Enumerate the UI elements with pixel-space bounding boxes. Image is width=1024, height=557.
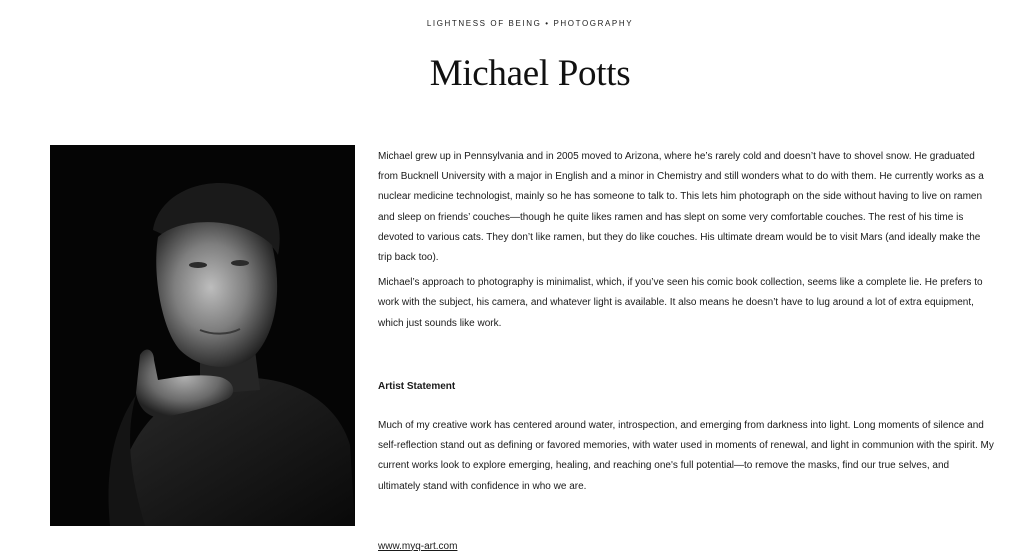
artist-statement-heading: Artist Statement bbox=[378, 380, 456, 392]
bio-content bbox=[378, 147, 994, 557]
bio-paragraph-2: Michael’s approach to photography is minimalist, which, if you’ve seen his comic book collection, seems like a complete lie. He prefers to work with the subject, his camera, and whatever light is available. It also means he doesn’t have to lug around a lot of extra equipment, which just sounds like work. bbox=[378, 277, 983, 329]
website-link[interactable]: www.myq-art.com bbox=[378, 540, 458, 552]
page-title: Michael Potts bbox=[429, 53, 631, 94]
site-title[interactable]: LIGHTNESS OF BEING • PHOTOGRAPHY bbox=[426, 19, 634, 28]
artist-statement-text: Much of my creative work has centered around water, introspection, and emerging from darkness into light. Long moments of silence and self-reflection stand out as defining or favored memories, with water used in moments of renewal, and light in communion with the spirit. My current works look to explore emerging, healing, and reaching one's full potential—to remove the masks, find our true selves, and ultimately stand with confidence in who we are. bbox=[378, 420, 994, 492]
portrait-photo bbox=[50, 145, 355, 526]
bio-paragraph-1: Michael grew up in Pennsylvania and in 2005 moved to Arizona, where he’s rarely cold and doesn’t have to shovel snow. He graduated from Bucknell University with a major in English and a minor in Chemistry and still wonders what to do with them. He currently works as a nuclear medicine technologist, mainly so he has someone to talk to. This lets him photograph on the side without having to live on ramen and sleep on friends’ couches—though he quite likes ramen and has slept on some very comfortable couches. The rest of his time is devoted to various cats. They don’t like ramen, but they do like couches. His ultimate dream would be to visit Mars (and ideally make the trip back too). bbox=[378, 151, 984, 264]
